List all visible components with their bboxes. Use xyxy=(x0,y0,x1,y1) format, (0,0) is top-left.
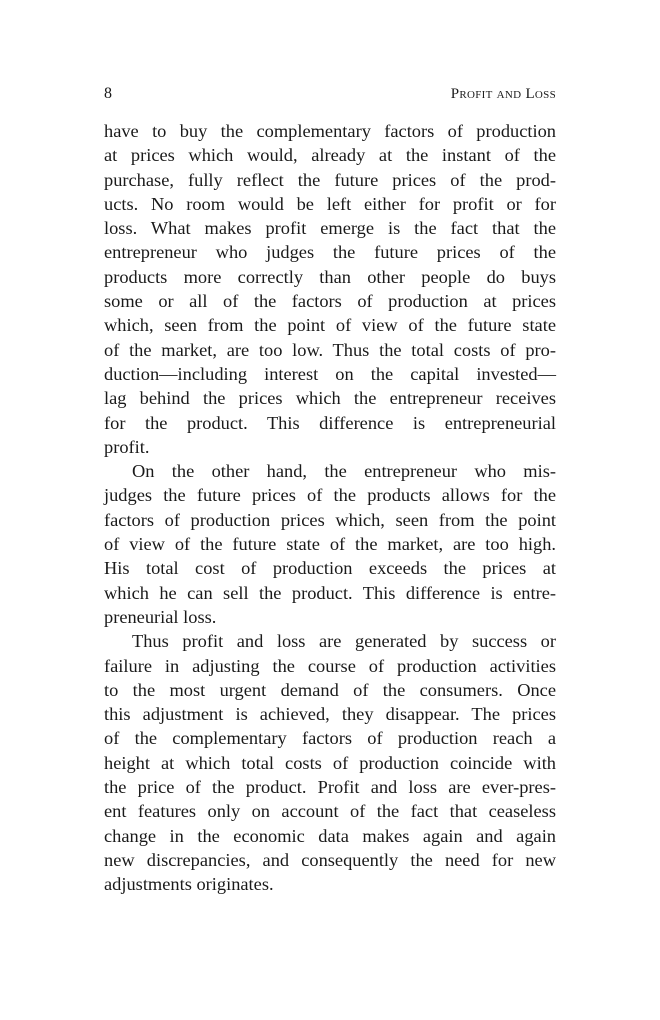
running-head xyxy=(104,84,556,104)
body-text xyxy=(104,119,556,897)
text-line: the price of the product. Profit and loss are ever-pres- xyxy=(104,777,556,798)
text-line: judges the future prices of the products allows for the xyxy=(104,485,556,506)
text-line: entrepreneur who judges the future prices of the xyxy=(104,242,556,263)
text-line: His total cost of production exceeds the prices at xyxy=(104,558,556,579)
text-line: some or all of the factors of production at prices xyxy=(104,291,556,312)
running-title: Profit and Loss xyxy=(450,86,556,102)
text-line: adjustments originates. xyxy=(104,874,274,895)
text-line: products more correctly than other people do buys xyxy=(104,266,556,287)
paragraph-3 xyxy=(104,629,556,896)
text-line: ent features only on account of the fact that ceaseless xyxy=(104,801,556,822)
text-line: this adjustment is achieved, they disappear. The prices xyxy=(104,704,556,725)
text-line: duction—including interest on the capital invested— xyxy=(104,363,556,384)
text-line: new discrepancies, and consequently the need for new xyxy=(104,849,556,870)
text-line: of view of the future state of the market, are too high. xyxy=(104,534,556,555)
text-line: of the complementary factors of production reach a xyxy=(104,728,556,749)
text-line: failure in adjusting the course of production activities xyxy=(104,655,556,676)
text-line: factors of production prices which, seen from the point xyxy=(104,509,556,530)
text-line: ucts. No room would be left either for profit or for xyxy=(104,193,556,214)
text-line: lag behind the prices which the entrepreneur receives xyxy=(104,388,556,409)
text-line: Thus profit and loss are generated by success or xyxy=(132,631,556,652)
text-line: for the product. This difference is entrepreneurial xyxy=(104,412,556,433)
text-line: of the market, are too low. Thus the total costs of pro- xyxy=(104,339,556,360)
text-line: profit. xyxy=(104,436,150,457)
text-line: height at which total costs of production coincide with xyxy=(104,752,556,773)
text-line: have to buy the complementary factors of production xyxy=(104,121,556,141)
text-line: purchase, fully reflect the future prices of the prod- xyxy=(104,169,556,190)
text-line: preneurial loss. xyxy=(104,606,217,627)
paragraph-1 xyxy=(104,119,556,459)
text-line: which he can sell the product. This difference is entre- xyxy=(104,582,556,603)
text-line: change in the economic data makes again and again xyxy=(104,825,556,846)
text-line: loss. What makes profit emerge is the fact that the xyxy=(104,218,556,239)
text-line: at prices which would, already at the instant of the xyxy=(104,145,556,166)
text-line: which, seen from the point of view of the future state xyxy=(104,315,556,336)
text-line: to the most urgent demand of the consumers. Once xyxy=(104,679,556,700)
text-line: On the other hand, the entrepreneur who mis- xyxy=(132,461,556,482)
page-number: 8 xyxy=(104,85,112,102)
paragraph-2 xyxy=(104,459,556,629)
